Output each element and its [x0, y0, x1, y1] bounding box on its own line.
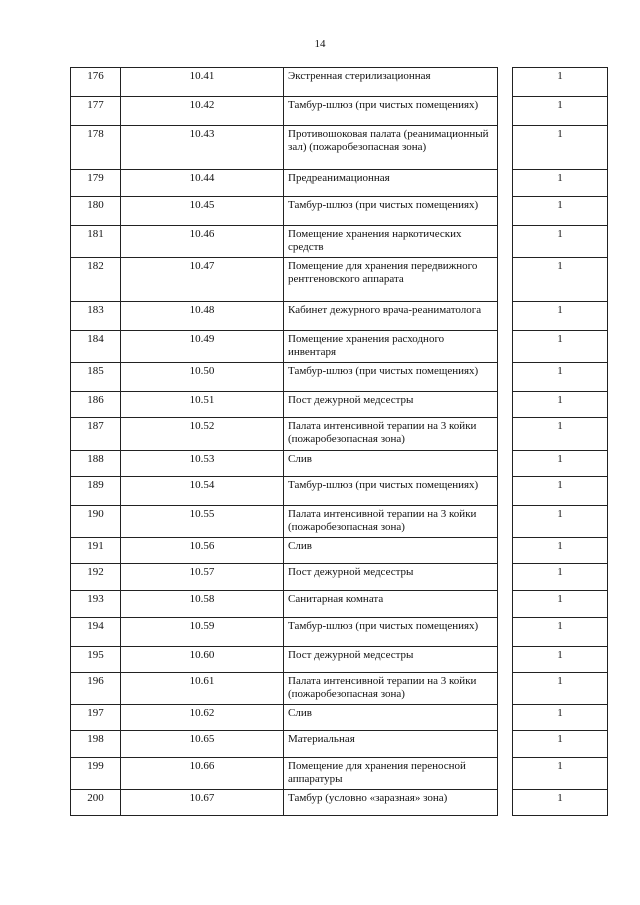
room-name-cell: Кабинет дежурного врача-реаниматолога [284, 302, 498, 331]
gap-cell [498, 705, 513, 731]
room-code-cell: 10.59 [121, 618, 284, 647]
room-name-cell: Санитарная комната [284, 591, 498, 618]
gap-cell [498, 226, 513, 258]
table-row [71, 97, 608, 126]
room-quantity-cell: 1 [513, 226, 608, 258]
room-quantity-cell: 1 [513, 790, 608, 816]
room-code-cell: 10.67 [121, 790, 284, 816]
row-number-cell: 184 [71, 331, 121, 363]
room-code-cell: 10.50 [121, 363, 284, 392]
table-row [71, 564, 608, 591]
table-row [71, 451, 608, 477]
row-number-cell: 191 [71, 538, 121, 564]
room-code-cell: 10.49 [121, 331, 284, 363]
gap-cell [498, 506, 513, 538]
room-code-cell: 10.43 [121, 126, 284, 170]
room-name-cell: Тамбур-шлюз (при чистых помещениях) [284, 97, 498, 126]
room-code-cell: 10.51 [121, 392, 284, 418]
room-code-cell: 10.57 [121, 564, 284, 591]
row-number-cell: 185 [71, 363, 121, 392]
gap-cell [498, 731, 513, 758]
row-number-cell: 197 [71, 705, 121, 731]
table-row [71, 197, 608, 226]
gap-cell [498, 392, 513, 418]
room-quantity-cell: 1 [513, 647, 608, 673]
room-code-cell: 10.41 [121, 68, 284, 97]
gap-cell [498, 591, 513, 618]
table-row [71, 258, 608, 302]
room-quantity-cell: 1 [513, 705, 608, 731]
room-quantity-cell: 1 [513, 564, 608, 591]
row-number-cell: 183 [71, 302, 121, 331]
room-code-cell: 10.62 [121, 705, 284, 731]
room-quantity-cell: 1 [513, 477, 608, 506]
room-name-cell: Пост дежурной медсестры [284, 647, 498, 673]
room-code-cell: 10.47 [121, 258, 284, 302]
room-name-cell: Предреанимационная [284, 170, 498, 197]
room-quantity-cell: 1 [513, 302, 608, 331]
row-number-cell: 177 [71, 97, 121, 126]
room-quantity-cell: 1 [513, 197, 608, 226]
room-name-cell: Слив [284, 538, 498, 564]
room-name-cell: Экстренная стерилизационная [284, 68, 498, 97]
table-row [71, 538, 608, 564]
row-number-cell: 180 [71, 197, 121, 226]
gap-cell [498, 363, 513, 392]
room-code-cell: 10.44 [121, 170, 284, 197]
table-row [71, 126, 608, 170]
row-number-cell: 179 [71, 170, 121, 197]
gap-cell [498, 618, 513, 647]
room-quantity-cell: 1 [513, 451, 608, 477]
gap-cell [498, 331, 513, 363]
room-name-cell: Палата интенсивной терапии на 3 койки (пожаробезопасная зона) [284, 418, 498, 451]
table-row [71, 68, 608, 97]
table-row [71, 226, 608, 258]
table-row [71, 618, 608, 647]
room-name-cell: Слив [284, 451, 498, 477]
table-row [71, 170, 608, 197]
row-number-cell: 181 [71, 226, 121, 258]
room-name-cell: Пост дежурной медсестры [284, 564, 498, 591]
table-row [71, 591, 608, 618]
room-name-cell: Помещение хранения наркотических средств [284, 226, 498, 258]
row-number-cell: 186 [71, 392, 121, 418]
row-number-cell: 187 [71, 418, 121, 451]
room-name-cell: Палата интенсивной терапии на 3 койки (пожаробезопасная зона) [284, 506, 498, 538]
table-row [71, 302, 608, 331]
room-name-cell: Слив [284, 705, 498, 731]
row-number-cell: 189 [71, 477, 121, 506]
row-number-cell: 190 [71, 506, 121, 538]
rooms-table [70, 67, 608, 816]
table-row [71, 673, 608, 705]
room-name-cell: Пост дежурной медсестры [284, 392, 498, 418]
room-quantity-cell: 1 [513, 758, 608, 790]
room-code-cell: 10.45 [121, 197, 284, 226]
table-row [71, 418, 608, 451]
room-code-cell: 10.61 [121, 673, 284, 705]
room-name-cell: Материальная [284, 731, 498, 758]
row-number-cell: 200 [71, 790, 121, 816]
table-row [71, 758, 608, 790]
room-code-cell: 10.56 [121, 538, 284, 564]
row-number-cell: 178 [71, 126, 121, 170]
table-row [71, 331, 608, 363]
gap-cell [498, 790, 513, 816]
room-quantity-cell: 1 [513, 170, 608, 197]
room-quantity-cell: 1 [513, 331, 608, 363]
room-quantity-cell: 1 [513, 731, 608, 758]
row-number-cell: 176 [71, 68, 121, 97]
room-quantity-cell: 1 [513, 418, 608, 451]
room-quantity-cell: 1 [513, 126, 608, 170]
room-quantity-cell: 1 [513, 392, 608, 418]
room-code-cell: 10.42 [121, 97, 284, 126]
room-name-cell: Помещение для хранения передвижного рентгеновского аппарата [284, 258, 498, 302]
gap-cell [498, 647, 513, 673]
row-number-cell: 198 [71, 731, 121, 758]
row-number-cell: 196 [71, 673, 121, 705]
row-number-cell: 188 [71, 451, 121, 477]
gap-cell [498, 758, 513, 790]
room-quantity-cell: 1 [513, 618, 608, 647]
room-quantity-cell: 1 [513, 591, 608, 618]
room-code-cell: 10.55 [121, 506, 284, 538]
rooms-table-body [71, 68, 608, 816]
gap-cell [498, 538, 513, 564]
row-number-cell: 192 [71, 564, 121, 591]
room-quantity-cell: 1 [513, 506, 608, 538]
row-number-cell: 193 [71, 591, 121, 618]
table-row [71, 790, 608, 816]
gap-cell [498, 68, 513, 97]
room-code-cell: 10.53 [121, 451, 284, 477]
room-name-cell: Тамбур-шлюз (при чистых помещениях) [284, 477, 498, 506]
gap-cell [498, 170, 513, 197]
row-number-cell: 182 [71, 258, 121, 302]
table-row [71, 731, 608, 758]
room-name-cell: Тамбур-шлюз (при чистых помещениях) [284, 363, 498, 392]
table-row [71, 392, 608, 418]
gap-cell [498, 126, 513, 170]
gap-cell [498, 97, 513, 126]
gap-cell [498, 477, 513, 506]
room-code-cell: 10.65 [121, 731, 284, 758]
room-quantity-cell: 1 [513, 673, 608, 705]
room-code-cell: 10.54 [121, 477, 284, 506]
room-code-cell: 10.52 [121, 418, 284, 451]
room-name-cell: Тамбур-шлюз (при чистых помещениях) [284, 618, 498, 647]
gap-cell [498, 258, 513, 302]
table-row [71, 477, 608, 506]
room-code-cell: 10.66 [121, 758, 284, 790]
gap-cell [498, 418, 513, 451]
gap-cell [498, 302, 513, 331]
gap-cell [498, 673, 513, 705]
row-number-cell: 194 [71, 618, 121, 647]
room-code-cell: 10.60 [121, 647, 284, 673]
room-name-cell: Палата интенсивной терапии на 3 койки (пожаробезопасная зона) [284, 673, 498, 705]
table-row [71, 647, 608, 673]
room-code-cell: 10.46 [121, 226, 284, 258]
table-row [71, 363, 608, 392]
room-name-cell: Тамбур (условно «заразная» зона) [284, 790, 498, 816]
room-name-cell: Тамбур-шлюз (при чистых помещениях) [284, 197, 498, 226]
room-code-cell: 10.48 [121, 302, 284, 331]
gap-cell [498, 564, 513, 591]
room-quantity-cell: 1 [513, 68, 608, 97]
room-name-cell: Помещение для хранения переносной аппаратуры [284, 758, 498, 790]
gap-cell [498, 197, 513, 226]
page-number: 14 [314, 38, 326, 50]
room-name-cell: Помещение хранения расходного инвентаря [284, 331, 498, 363]
room-quantity-cell: 1 [513, 258, 608, 302]
gap-cell [498, 451, 513, 477]
room-quantity-cell: 1 [513, 97, 608, 126]
room-quantity-cell: 1 [513, 363, 608, 392]
table-row [71, 705, 608, 731]
table-row [71, 506, 608, 538]
row-number-cell: 199 [71, 758, 121, 790]
row-number-cell: 195 [71, 647, 121, 673]
room-name-cell: Противошоковая палата (реанимационный зал) (пожаробезопасная зона) [284, 126, 498, 170]
room-quantity-cell: 1 [513, 538, 608, 564]
room-code-cell: 10.58 [121, 591, 284, 618]
